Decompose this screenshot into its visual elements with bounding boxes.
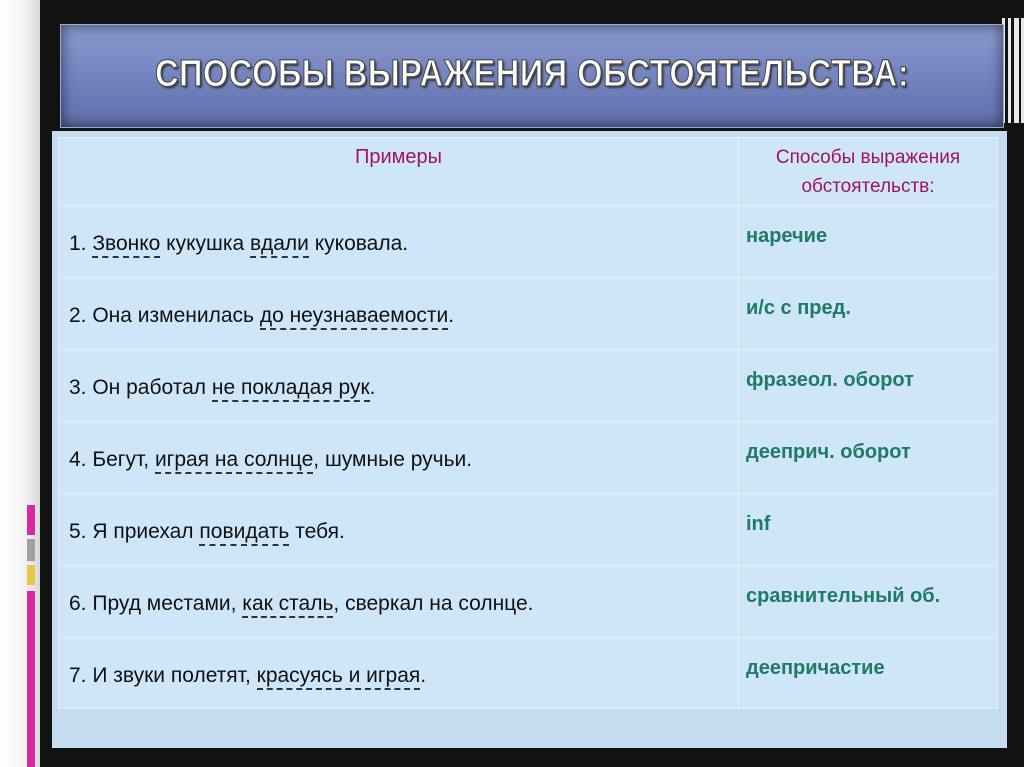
- underlined-adverbial: до неузнаваемости: [260, 304, 448, 330]
- title-band: [60, 24, 1004, 128]
- underlined-adverbial: играя на солнце: [155, 448, 313, 474]
- way-cell: сравнительный об.: [739, 566, 998, 638]
- example-text: .: [420, 664, 427, 687]
- header-ways-line2: обстоятельств:: [801, 176, 935, 197]
- example-cell: [59, 206, 739, 278]
- header-examples: Примеры: [59, 138, 739, 206]
- example-text: , сверкал на солнце.: [333, 592, 534, 615]
- underlined-adverbial: повидать: [199, 520, 289, 546]
- way-cell: дееприч. оборот: [739, 422, 998, 494]
- example-text: 3. Он работал: [69, 376, 212, 399]
- example-cell: [59, 350, 739, 422]
- example-cell: [59, 638, 739, 709]
- table-row: [59, 494, 998, 566]
- example-text: 4. Бегут,: [69, 448, 155, 471]
- example-text: кукушка: [160, 232, 251, 255]
- table-row: [59, 638, 998, 709]
- way-cell: и/с с пред.: [739, 278, 998, 350]
- table-row: [59, 278, 998, 350]
- underlined-adverbial: не покладая рук: [212, 376, 370, 402]
- underlined-adverbial: красуясь и играя: [257, 664, 421, 690]
- table-header-row: [59, 138, 998, 206]
- way-cell: наречие: [739, 206, 998, 278]
- example-cell: [59, 422, 739, 494]
- table-row: [59, 566, 998, 638]
- example-text: 5. Я приехал: [69, 520, 200, 543]
- table-row: [59, 422, 998, 494]
- example-text: .: [448, 304, 455, 327]
- underlined-adverbial: вдали: [250, 232, 309, 258]
- example-text: .: [369, 376, 376, 399]
- decorative-strips: [27, 505, 37, 767]
- example-cell: [59, 494, 739, 566]
- example-cell: [59, 566, 739, 638]
- slide-title: СПОСОБЫ ВЫРАЖЕНИЯ ОБСТОЯТЕЛЬСТВА:: [154, 53, 910, 95]
- examples-table: [58, 137, 998, 709]
- underlined-adverbial: Звонко: [92, 232, 160, 258]
- example-cell: [59, 278, 739, 350]
- way-cell: фразеол. оборот: [739, 350, 998, 422]
- way-cell: inf: [739, 494, 998, 566]
- example-text: 7. И звуки полетят,: [69, 664, 257, 687]
- way-cell: деепричастие: [739, 638, 998, 709]
- underlined-adverbial: как сталь: [242, 592, 333, 618]
- example-text: 1.: [69, 232, 93, 255]
- decorative-bars: [1002, 18, 1024, 123]
- example-text: , шумные ручьи.: [313, 448, 473, 471]
- header-ways-line1: Способы выражения: [775, 147, 961, 168]
- header-ways: [739, 138, 998, 206]
- table-row: [59, 350, 998, 422]
- table-row: [59, 206, 998, 278]
- example-text: тебя.: [289, 520, 345, 543]
- example-text: куковала.: [308, 232, 409, 255]
- example-text: 2. Она изменилась: [69, 304, 260, 327]
- example-text: 6. Пруд местами,: [69, 592, 243, 615]
